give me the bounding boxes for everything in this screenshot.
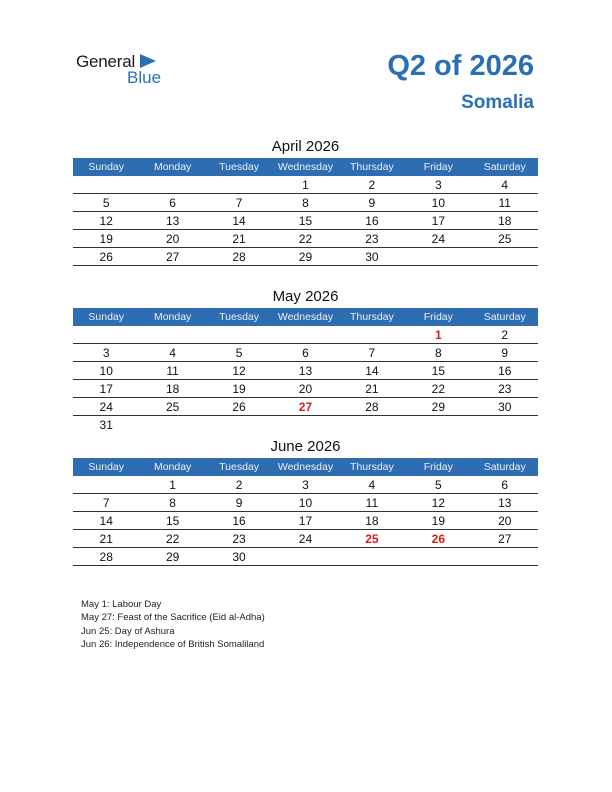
day-cell: 25	[498, 232, 512, 246]
week-row	[73, 248, 538, 266]
month-april	[73, 136, 538, 266]
day-cell: 30	[365, 250, 379, 264]
weekday-label: Friday	[423, 311, 453, 323]
day-cell: 26	[431, 532, 445, 546]
day-cell	[139, 416, 205, 434]
weekday-label: Tuesday	[219, 461, 259, 473]
weekday-header	[73, 458, 538, 476]
day-cell: 14	[232, 214, 246, 228]
weekday-label: Sunday	[88, 311, 125, 323]
day-cell: 7	[368, 346, 376, 360]
day-cell: 16	[498, 364, 512, 378]
day-cell: 18	[498, 214, 512, 228]
week-row	[73, 380, 538, 398]
day-cell: 10	[431, 196, 445, 210]
day-cell: 21	[365, 382, 379, 396]
day-cell: 26	[232, 400, 246, 414]
weekday-label: Saturday	[483, 461, 526, 473]
day-cell	[73, 326, 139, 343]
day-cell	[405, 416, 471, 434]
week-row	[73, 212, 538, 230]
weekday-label: Wednesday	[277, 161, 334, 173]
weekday-label: Monday	[153, 311, 192, 323]
weekday-label: Wednesday	[277, 461, 334, 473]
weekday-label: Tuesday	[219, 311, 259, 323]
day-cell: 26	[99, 250, 113, 264]
month-may	[73, 286, 538, 434]
day-cell: 29	[165, 550, 180, 564]
day-cell: 30	[498, 400, 512, 414]
day-cell: 23	[498, 382, 512, 396]
day-cell: 7	[102, 496, 110, 510]
month-june	[73, 436, 538, 566]
weekday-label: Thursday	[350, 161, 394, 173]
day-cell	[472, 548, 538, 565]
day-cell: 27	[498, 532, 512, 546]
day-cell: 22	[431, 382, 445, 396]
day-cell: 6	[302, 346, 309, 360]
week-row	[73, 548, 538, 566]
week-row	[73, 530, 538, 548]
holiday-note: May 1: Labour Day	[81, 599, 162, 610]
day-cell: 19	[99, 232, 113, 246]
month-title: June 2026	[270, 438, 341, 455]
week-row	[73, 194, 538, 212]
day-cell: 28	[99, 550, 113, 564]
day-cell: 24	[99, 400, 113, 414]
day-cell: 8	[302, 196, 309, 210]
day-cell: 12	[431, 496, 445, 510]
day-cell	[339, 326, 405, 343]
day-cell: 23	[365, 232, 379, 246]
day-cell: 7	[235, 196, 243, 210]
day-cell: 19	[431, 514, 445, 528]
day-cell	[206, 416, 272, 434]
day-cell: 15	[298, 214, 313, 228]
day-cell: 21	[232, 232, 246, 246]
day-cell: 13	[298, 364, 313, 378]
day-cell: 12	[232, 364, 246, 378]
day-cell: 23	[232, 532, 246, 546]
day-cell	[139, 176, 205, 193]
week-row	[73, 416, 538, 434]
day-cell: 29	[298, 250, 313, 264]
day-cell: 25	[365, 532, 379, 546]
day-cell: 9	[235, 496, 243, 510]
day-cell: 11	[498, 196, 511, 210]
week-row	[73, 362, 538, 380]
day-cell: 21	[99, 532, 113, 546]
day-cell: 2	[501, 328, 509, 342]
day-cell	[272, 548, 338, 565]
logo-blue-text: Blue	[127, 68, 162, 87]
day-cell: 8	[169, 496, 176, 510]
week-row	[73, 476, 538, 494]
day-cell: 14	[365, 364, 379, 378]
day-cell: 9	[368, 196, 376, 210]
day-cell	[73, 176, 139, 193]
weekday-label: Friday	[423, 161, 453, 173]
day-cell	[206, 326, 272, 343]
day-cell: 13	[498, 496, 512, 510]
week-row	[73, 230, 538, 248]
day-cell	[472, 416, 538, 434]
weekday-label: Thursday	[350, 461, 394, 473]
weekday-header	[73, 308, 538, 326]
week-row	[73, 512, 538, 530]
day-cell: 15	[431, 364, 445, 378]
day-cell	[472, 248, 538, 265]
day-cell	[206, 176, 272, 193]
day-cell: 12	[99, 214, 113, 228]
day-cell: 19	[232, 382, 246, 396]
day-cell: 20	[165, 232, 180, 246]
day-cell: 17	[298, 514, 313, 528]
day-cell: 13	[165, 214, 180, 228]
day-cell: 6	[501, 478, 509, 492]
day-cell: 14	[99, 514, 113, 528]
holiday-notes	[81, 598, 265, 651]
day-cell: 8	[434, 346, 442, 360]
weekday-label: Sunday	[88, 461, 125, 473]
day-cell: 22	[298, 232, 313, 246]
weekday-label: Saturday	[483, 311, 526, 323]
day-cell: 20	[298, 382, 313, 396]
day-cell: 15	[165, 514, 180, 528]
day-cell: 3	[434, 178, 442, 192]
day-cell: 18	[365, 514, 379, 528]
country-name: Somalia	[461, 92, 534, 113]
day-cell: 28	[232, 250, 246, 264]
day-cell: 1	[302, 178, 309, 192]
day-cell: 3	[302, 478, 309, 492]
weekday-label: Monday	[153, 161, 192, 173]
day-cell	[405, 548, 471, 565]
day-cell	[139, 326, 205, 343]
day-cell: 18	[165, 382, 180, 396]
quarter-title: Q2 of 2026	[387, 50, 534, 82]
day-cell: 20	[498, 514, 512, 528]
day-cell	[405, 248, 471, 265]
week-row	[73, 326, 538, 344]
holiday-note: Jun 25: Day of Ashura	[81, 625, 175, 637]
day-cell: 1	[434, 328, 442, 342]
day-cell: 11	[365, 496, 379, 510]
day-cell: 29	[431, 400, 445, 414]
day-cell: 28	[365, 400, 379, 414]
month-title: May 2026	[272, 288, 339, 305]
day-cell: 25	[165, 400, 180, 414]
day-cell: 2	[235, 478, 243, 492]
day-cell: 27	[298, 400, 313, 414]
day-cell: 22	[165, 532, 180, 546]
day-cell: 11	[166, 364, 179, 378]
day-cell: 30	[232, 550, 246, 564]
day-cell	[339, 416, 405, 434]
day-cell: 3	[102, 346, 110, 360]
logo-triangle-icon	[140, 54, 156, 68]
weekday-label: Friday	[423, 461, 453, 473]
month-title: April 2026	[271, 138, 340, 155]
day-cell: 17	[99, 382, 113, 396]
weekday-label: Saturday	[483, 161, 526, 173]
day-cell: 6	[169, 196, 176, 210]
weekday-label: Wednesday	[277, 311, 334, 323]
day-cell: 5	[102, 196, 110, 210]
day-cell	[339, 548, 405, 565]
day-cell	[272, 416, 338, 434]
day-cell	[272, 326, 338, 343]
generalblue-logo	[76, 52, 176, 92]
day-cell	[73, 476, 139, 493]
holiday-note: May 27: Feast of the Sacrifice (Eid al-Adha)	[81, 612, 265, 624]
weekday-label: Sunday	[88, 161, 125, 173]
day-cell: 24	[298, 532, 313, 546]
holiday-note: Jun 26: Independence of British Somaliland	[81, 638, 265, 650]
day-cell: 16	[232, 514, 246, 528]
week-row	[73, 344, 538, 362]
day-cell: 31	[99, 418, 113, 432]
week-row	[73, 494, 538, 512]
week-row	[73, 176, 538, 194]
day-cell: 24	[431, 232, 445, 246]
day-cell: 27	[165, 250, 180, 264]
week-row	[73, 398, 538, 416]
day-cell: 1	[169, 478, 176, 492]
day-cell: 10	[298, 496, 313, 510]
day-cell: 9	[501, 346, 509, 360]
day-cell: 4	[169, 346, 176, 360]
day-cell: 17	[431, 214, 445, 228]
weekday-label: Monday	[153, 461, 192, 473]
day-cell: 16	[365, 214, 379, 228]
day-cell: 4	[368, 478, 376, 492]
weekday-header	[73, 158, 538, 176]
day-cell: 10	[99, 364, 113, 378]
weekday-label: Tuesday	[219, 161, 259, 173]
day-cell: 2	[368, 178, 376, 192]
day-cell: 4	[501, 178, 509, 192]
day-cell: 5	[235, 346, 243, 360]
day-cell: 5	[434, 478, 442, 492]
logo-general-text: General	[76, 52, 136, 71]
weekday-label: Thursday	[350, 311, 394, 323]
